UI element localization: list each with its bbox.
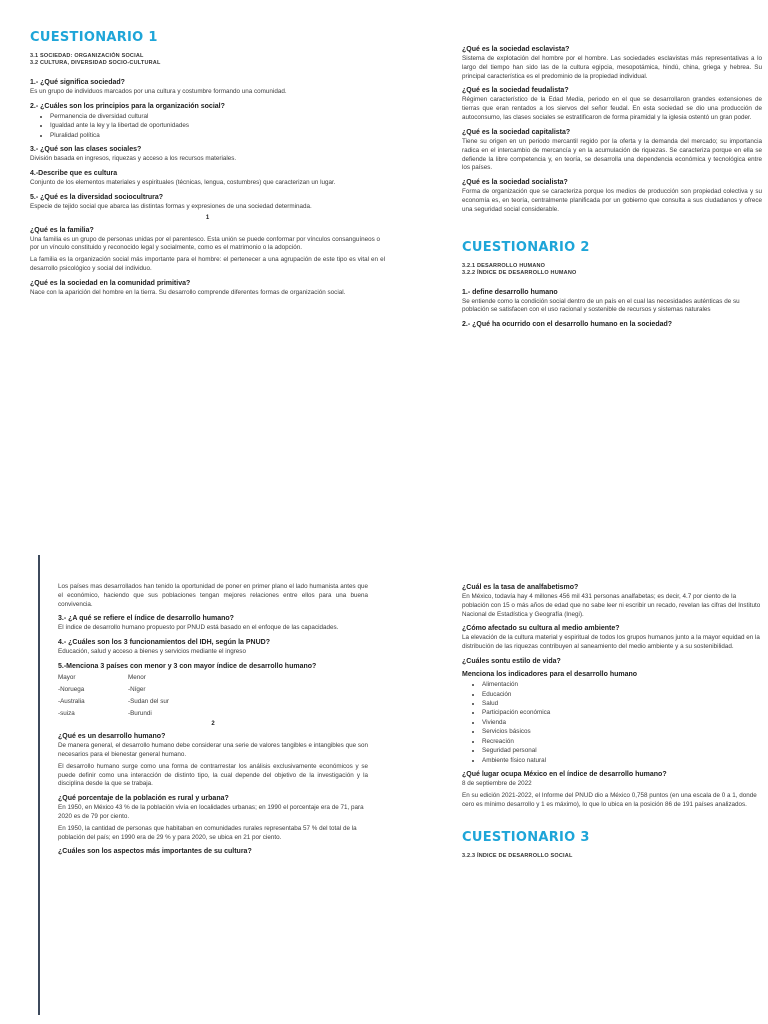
indicators-list <box>462 680 762 765</box>
country-major: -Noruega <box>58 686 85 694</box>
list-item: • Seguridad personal <box>482 746 762 755</box>
list-item: • Alimentación <box>482 680 762 689</box>
answer: En 1950, en México 43 % de la población vivía en localidades urbanas; en 1990 el porcentaje era de 71, para 2020 es de 79 por ciento. <box>58 804 364 820</box>
answer: 8 de septiembre de 2022 <box>462 780 532 787</box>
column-header-minor: Menor <box>128 674 146 682</box>
list-item: • Educación <box>482 690 762 699</box>
question: 2.- ¿Cuáles son los principios para la organización social? <box>30 102 225 110</box>
document-page-3 <box>38 555 368 1015</box>
question: ¿Cuáles son los aspectos más importantes de su cultura? <box>58 848 252 856</box>
question: ¿Qué es un desarrollo humano? <box>58 733 166 741</box>
question: ¿Qué es la sociedad feudalista? <box>462 87 569 95</box>
answer: Sistema de explotación del hombre por el hombre. Las sociedades esclavistas más representativas a lo largo del tiempo han sido las de la cultura egipcia, mesopotámica, hindú, china, griega y hebrea. Su principal característica es el predominio de la propiedad individual. <box>462 55 762 80</box>
answer: Una familia es un grupo de personas unidas por el parentesco. Esta unión se puede conformar por vínculos consanguíneos o por un vínculo constituido y reconocido legal y socialmente, como es el matrimonio o la adopción. <box>30 235 381 252</box>
answer: En su edición 2021-2022, el Informe del PNUD dio a México 0,758 puntos (en una escala de 0 a 1, donde cero es mínimo desarrollo y 1 es máximo), lo que lo ubica en la posición 86 de 191 países analizados. <box>462 791 757 808</box>
answer: Es un grupo de individuos marcados por una cultura y costumbre formando una comunidad. <box>30 88 287 95</box>
answer: Educación, salud y acceso a bienes y servicios mediante el ingreso <box>58 648 246 656</box>
page-number: 2 <box>211 721 215 728</box>
question: ¿Qué lugar ocupa México en el índice de desarrollo humano? <box>462 771 667 778</box>
question: 3.- ¿A qué se refiere el índice de desarrollo humano? <box>58 615 234 623</box>
list-item: • Recreación <box>482 737 762 746</box>
question: ¿Qué es la familia? <box>30 226 94 234</box>
countries-table <box>58 674 368 717</box>
list-item: • Permanencia de diversidad cultural <box>50 112 385 121</box>
country-minor: -Níger <box>128 686 146 694</box>
question: ¿Cuál es la tasa de analfabetismo? <box>462 584 579 591</box>
question: 1.- define desarrollo humano <box>462 288 558 296</box>
document-page-2 <box>462 40 762 450</box>
subtitle-3-2-2: 3.2.2 ÍNDICE DE DESARROLLO HUMANO <box>462 269 577 276</box>
answer: Los países mas desarrollados han tenido la oportunidad de poner en primer plano el lado humanista antes que el económico, haciendo que sus poblaciones tengan mejores relaciones entre ellos para una buena convivencia. <box>58 583 368 608</box>
question: Menciona los indicadores para el desarrollo humano <box>462 671 638 679</box>
country-minor: -Burundi <box>128 710 152 718</box>
principles-list <box>30 112 385 140</box>
answer: La elevación de la cultura material y espiritual de todos los grupos humanos junto a la mayor equidad en la distribución de las riquezas contribuyen al saneamiento del medio ambiente y a su sostenibilidad. <box>462 634 760 651</box>
answer: Nace con la aparición del hombre en la tierra. Su desarrollo comprende diferentes formas de organización social. <box>30 288 346 296</box>
question: ¿Qué es la sociedad en la comunidad primitiva? <box>30 279 191 287</box>
answer: Especie de tejido social que abarca las distintas formas y expresiones de una sociedad determinada. <box>30 202 312 210</box>
answer: Tiene su origen en un periodo mercantil regido por la oferta y la demanda del mercado; su importancia radica en el intercambio de mercancía y en la acumulación de riquezas. Se caracteriza porque en ella se defiende la libre competencia y, en teoría, se desarrolla una dependencia económica y tecnológica entre los países. <box>462 137 762 172</box>
page-number: 1 <box>205 214 210 221</box>
question: 1.- ¿Qué significa sociedad? <box>30 79 125 86</box>
question: 3.- ¿Qué son las clases sociales? <box>30 146 142 154</box>
answer: La familia es la organización social más importante para el hombre: el pertenecer a una agrupación de este tipo es vital en el desarrollo psicológico y social del individuo. <box>30 256 385 272</box>
question: 2.- ¿Qué ha ocurrido con el desarrollo humano en la sociedad? <box>462 321 673 329</box>
answer: En 1950, la cantidad de personas que habitaban en comunidades rurales representaba 57 % del total de la población del país; en 1990 era de 29 % y para 2020, se ubica en 21 por ciento. <box>58 824 357 841</box>
question: ¿Qué es la sociedad capitalista? <box>462 128 571 136</box>
question: ¿Cómo afectado su cultura al medio ambiente? <box>462 625 620 633</box>
country-minor: -Sudan del sur <box>128 698 169 706</box>
list-item: • Vivienda <box>482 718 762 727</box>
answer: División basada en ingresos, riquezas y acceso a los recursos materiales. <box>30 155 237 163</box>
list-item: • Servicios básicos <box>482 727 762 736</box>
list-item: • Salud <box>482 699 762 708</box>
answer: El índice de desarrollo humano propuesto por PNUD está basado en el enfoque de las capacidades. <box>58 624 339 632</box>
question: 4.-Describe que es cultura <box>30 169 118 177</box>
country-major: -suiza <box>58 710 75 718</box>
list-item: • Pluralidad política <box>50 131 385 140</box>
question: ¿Qué es la sociedad socialista? <box>462 179 568 187</box>
answer: Se entiende como la condición social dentro de un país en el cual las necesidades auténticas de su población se satisfacen con el uso racional y sostenible de recursos y sistemas naturales <box>462 297 740 314</box>
document-page-4 <box>462 578 762 1018</box>
country-major: -Australia <box>58 698 85 706</box>
question: ¿Cuáles sontu estilo de vida? <box>462 658 561 666</box>
column-header-major: Mayor <box>58 674 76 682</box>
subtitle-3-1: 3.1 SOCIEDAD: ORGANIZACIÓN SOCIAL <box>30 53 144 59</box>
questionnaire-1-title: CUESTIONARIO 1 <box>30 30 158 45</box>
answer: En México, todavía hay 4 millones 456 mil 431 personas analfabetas; es decir, 4.7 por ciento de la población con 15 o más años de edad que no sabe leer ni escribir un recado, revelan las cifras del Instituto Nacional de Estadística y Geografía (Inegi). <box>462 593 761 618</box>
list-item: • Participación económica <box>482 708 762 717</box>
question: 4.- ¿Cuáles son los 3 funcionamientos del IDH, según la PNUD? <box>58 639 270 647</box>
question: ¿Qué es la sociedad esclavista? <box>462 46 570 53</box>
subtitle-3-2: 3.2 CULTURA, DIVERSIDAD SOCIO-CULTURAL <box>30 60 161 66</box>
subtitle-3-2-1: 3.2.1 DESARROLLO HUMANO <box>462 262 546 269</box>
answer: Forma de organización que se caracteriza porque los medios de producción son propiedad colectiva y su economía es, en teoría, centralmente planificada por un gobierno que consulta a sus ciudadanos y ofrece una seguridad social considerable. <box>462 188 762 213</box>
subtitle-3-2-3: 3.2.3 ÍNDICE DE DESARROLLO SOCIAL <box>462 853 573 860</box>
questionnaire-3-title: CUESTIONARIO 3 <box>462 830 590 846</box>
question: 5.- ¿Qué es la diversidad sociocultrura? <box>30 193 164 201</box>
answer: Conjunto de los elementos materiales y espirituales (técnicas, lengua, costumbres) que caracterizan un lugar. <box>30 178 336 186</box>
answer: El desarrollo humano surge como una forma de contrarrestar los análisis exclusivamente económicos y se puede definir como una interacción de distinto tipo, la cual depende del objetivo de la investigación y la disciplina desde la que se trabaja. <box>58 762 368 788</box>
question: ¿Qué porcentaje de la población es rural y urbana? <box>58 795 229 803</box>
answer: De manera general, el desarrollo humano debe considerar una serie de valores tangibles e intangibles que son necesarios para el bienestar general humano. <box>58 742 368 758</box>
answer: Régimen característico de la Edad Media, periodo en el que se desarrollaron grandes extensiones de tierras que eran rentados a los siervos del señor feudal. En esta sociedad se dio una producción de autoconsumo, las clases sociales se estratificaron de forma piramidal y la iglesia ostentó un gran poder. <box>462 96 762 122</box>
list-item: • Ambiente físico natural <box>482 756 762 765</box>
questionnaire-2-title: CUESTIONARIO 2 <box>462 239 590 255</box>
document-page-1 <box>30 30 385 450</box>
list-item: • Igualdad ante la ley y la libertad de oportunidades <box>50 121 385 130</box>
question: 5.-Menciona 3 países con menor y 3 con mayor índice de desarrollo humano? <box>58 663 317 671</box>
